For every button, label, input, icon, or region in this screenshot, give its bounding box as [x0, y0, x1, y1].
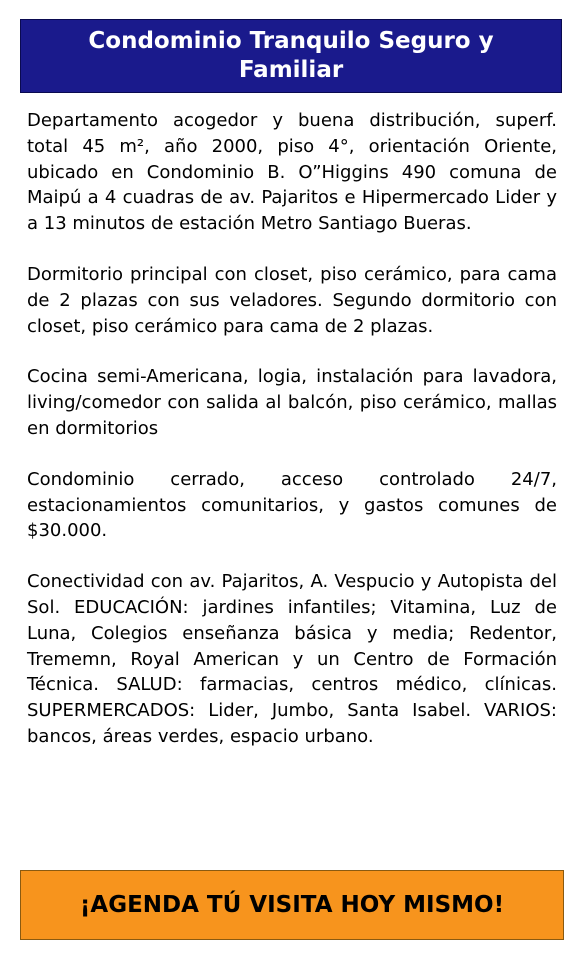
paragraph-condominium: Condominio cerrado, acceso controlado 24/7, estacionamientos comunitarios, y gastos comunes de $30.000.	[27, 468, 557, 542]
description-body	[27, 108, 557, 775]
paragraph-kitchen: Cocina semi-Americana, logia, instalación para lavadora, living/comedor con salida al balcón, piso cerámico, mallas en dormitorios	[27, 366, 557, 439]
page-title: Condominio Tranquilo Seguro y Familiar	[88, 28, 494, 83]
schedule-visit-label: ¡AGENDA TÚ VISITA HOY MISMO!	[79, 892, 505, 918]
paragraph-location: Departamento acogedor y buena distribución, superf. total 45 m², año 2000, piso 4°, orientación Oriente, ubicado en Condominio B. O”Higgins 490 comuna de Maipú a 4 cuadras de av. Pajaritos e Hipermercado Lider y a 13 minutos de estación Metro Santiago Bueras.	[27, 110, 557, 235]
title-banner	[20, 19, 562, 93]
schedule-visit-button[interactable]	[20, 870, 564, 940]
paragraph-connectivity: Conectividad con av. Pajaritos, A. Vespucio y Autopista del Sol. EDUCACIÓN: jardines infantiles; Vitamina, Luz de Luna, Colegios enseñanza básica y media; Redentor, Trememn, Royal American y un Centro de Formación Técnica. SALUD: farmacias, centros médico, clínicas. SUPERMERCADOS: Lider, Jumbo, Santa Isabel. VARIOS: bancos, áreas verdes, espacio urbano.	[27, 571, 557, 747]
paragraph-bedrooms: Dormitorio principal con closet, piso cerámico, para cama de 2 plazas con sus veladores. Segundo dormitorio con closet, piso cerámico para cama de 2 plazas.	[27, 263, 557, 337]
